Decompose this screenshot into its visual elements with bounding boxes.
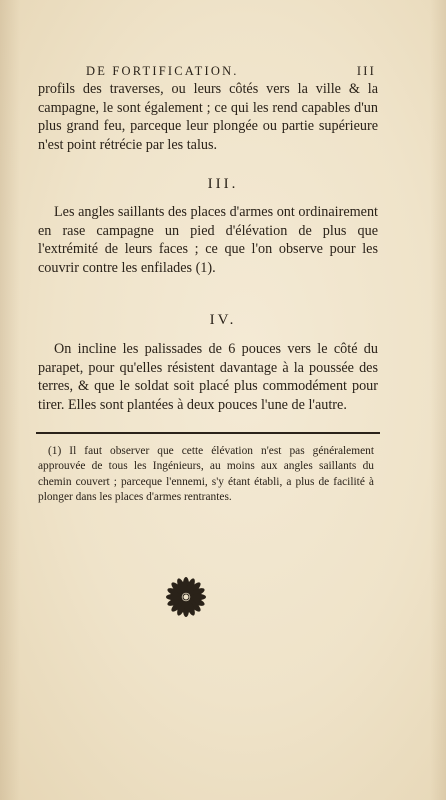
paragraph-continuation: profils des traverses, ou leurs côtés vers la ville & la campagne, le sont également ; ce qui les rend capables d'un plus grand feu, parceque leur plongée ou partie supérieure n'est point rétrécie par les talus. <box>38 81 378 153</box>
running-title: DE FORTIFICATION. <box>86 64 239 78</box>
paragraph-palissades: On incline les palissades de 6 pouces vers le côté du parapet, pour qu'elles résistent davantage à la poussée des terres, & que le soldat soit placé plus commodément pour tirer. Elles sont plantées à deux pouces l'une de l'autre. <box>38 341 378 413</box>
running-header <box>86 64 376 79</box>
gutter-shadow <box>0 0 20 800</box>
edge-shadow <box>430 0 446 800</box>
page-number: III <box>356 64 376 78</box>
paragraph-places-d-armes: Les angles saillants des places d'armes ont ordinairement en rase campagne un pied d'élévation de plus que l'extrémité de leurs faces ; ce que l'on observe pour les couvrir contre les enfilades (1). <box>38 204 378 276</box>
footnote-rule <box>36 432 380 434</box>
fleuron-ornament-icon <box>164 575 208 619</box>
footnote: (1) Il faut observer que cette élévation n'est pas généralement approuvée de tous les Ingénieurs, au moins aux angles saillants du chemin couvert ; parceque l'ennemi, s'y étant établi, a plus de facilité à plonger dans les places d'armes rentrantes. <box>38 445 374 504</box>
section-heading-iv: IV. <box>209 312 237 328</box>
section-heading-iii: III. <box>207 176 239 192</box>
